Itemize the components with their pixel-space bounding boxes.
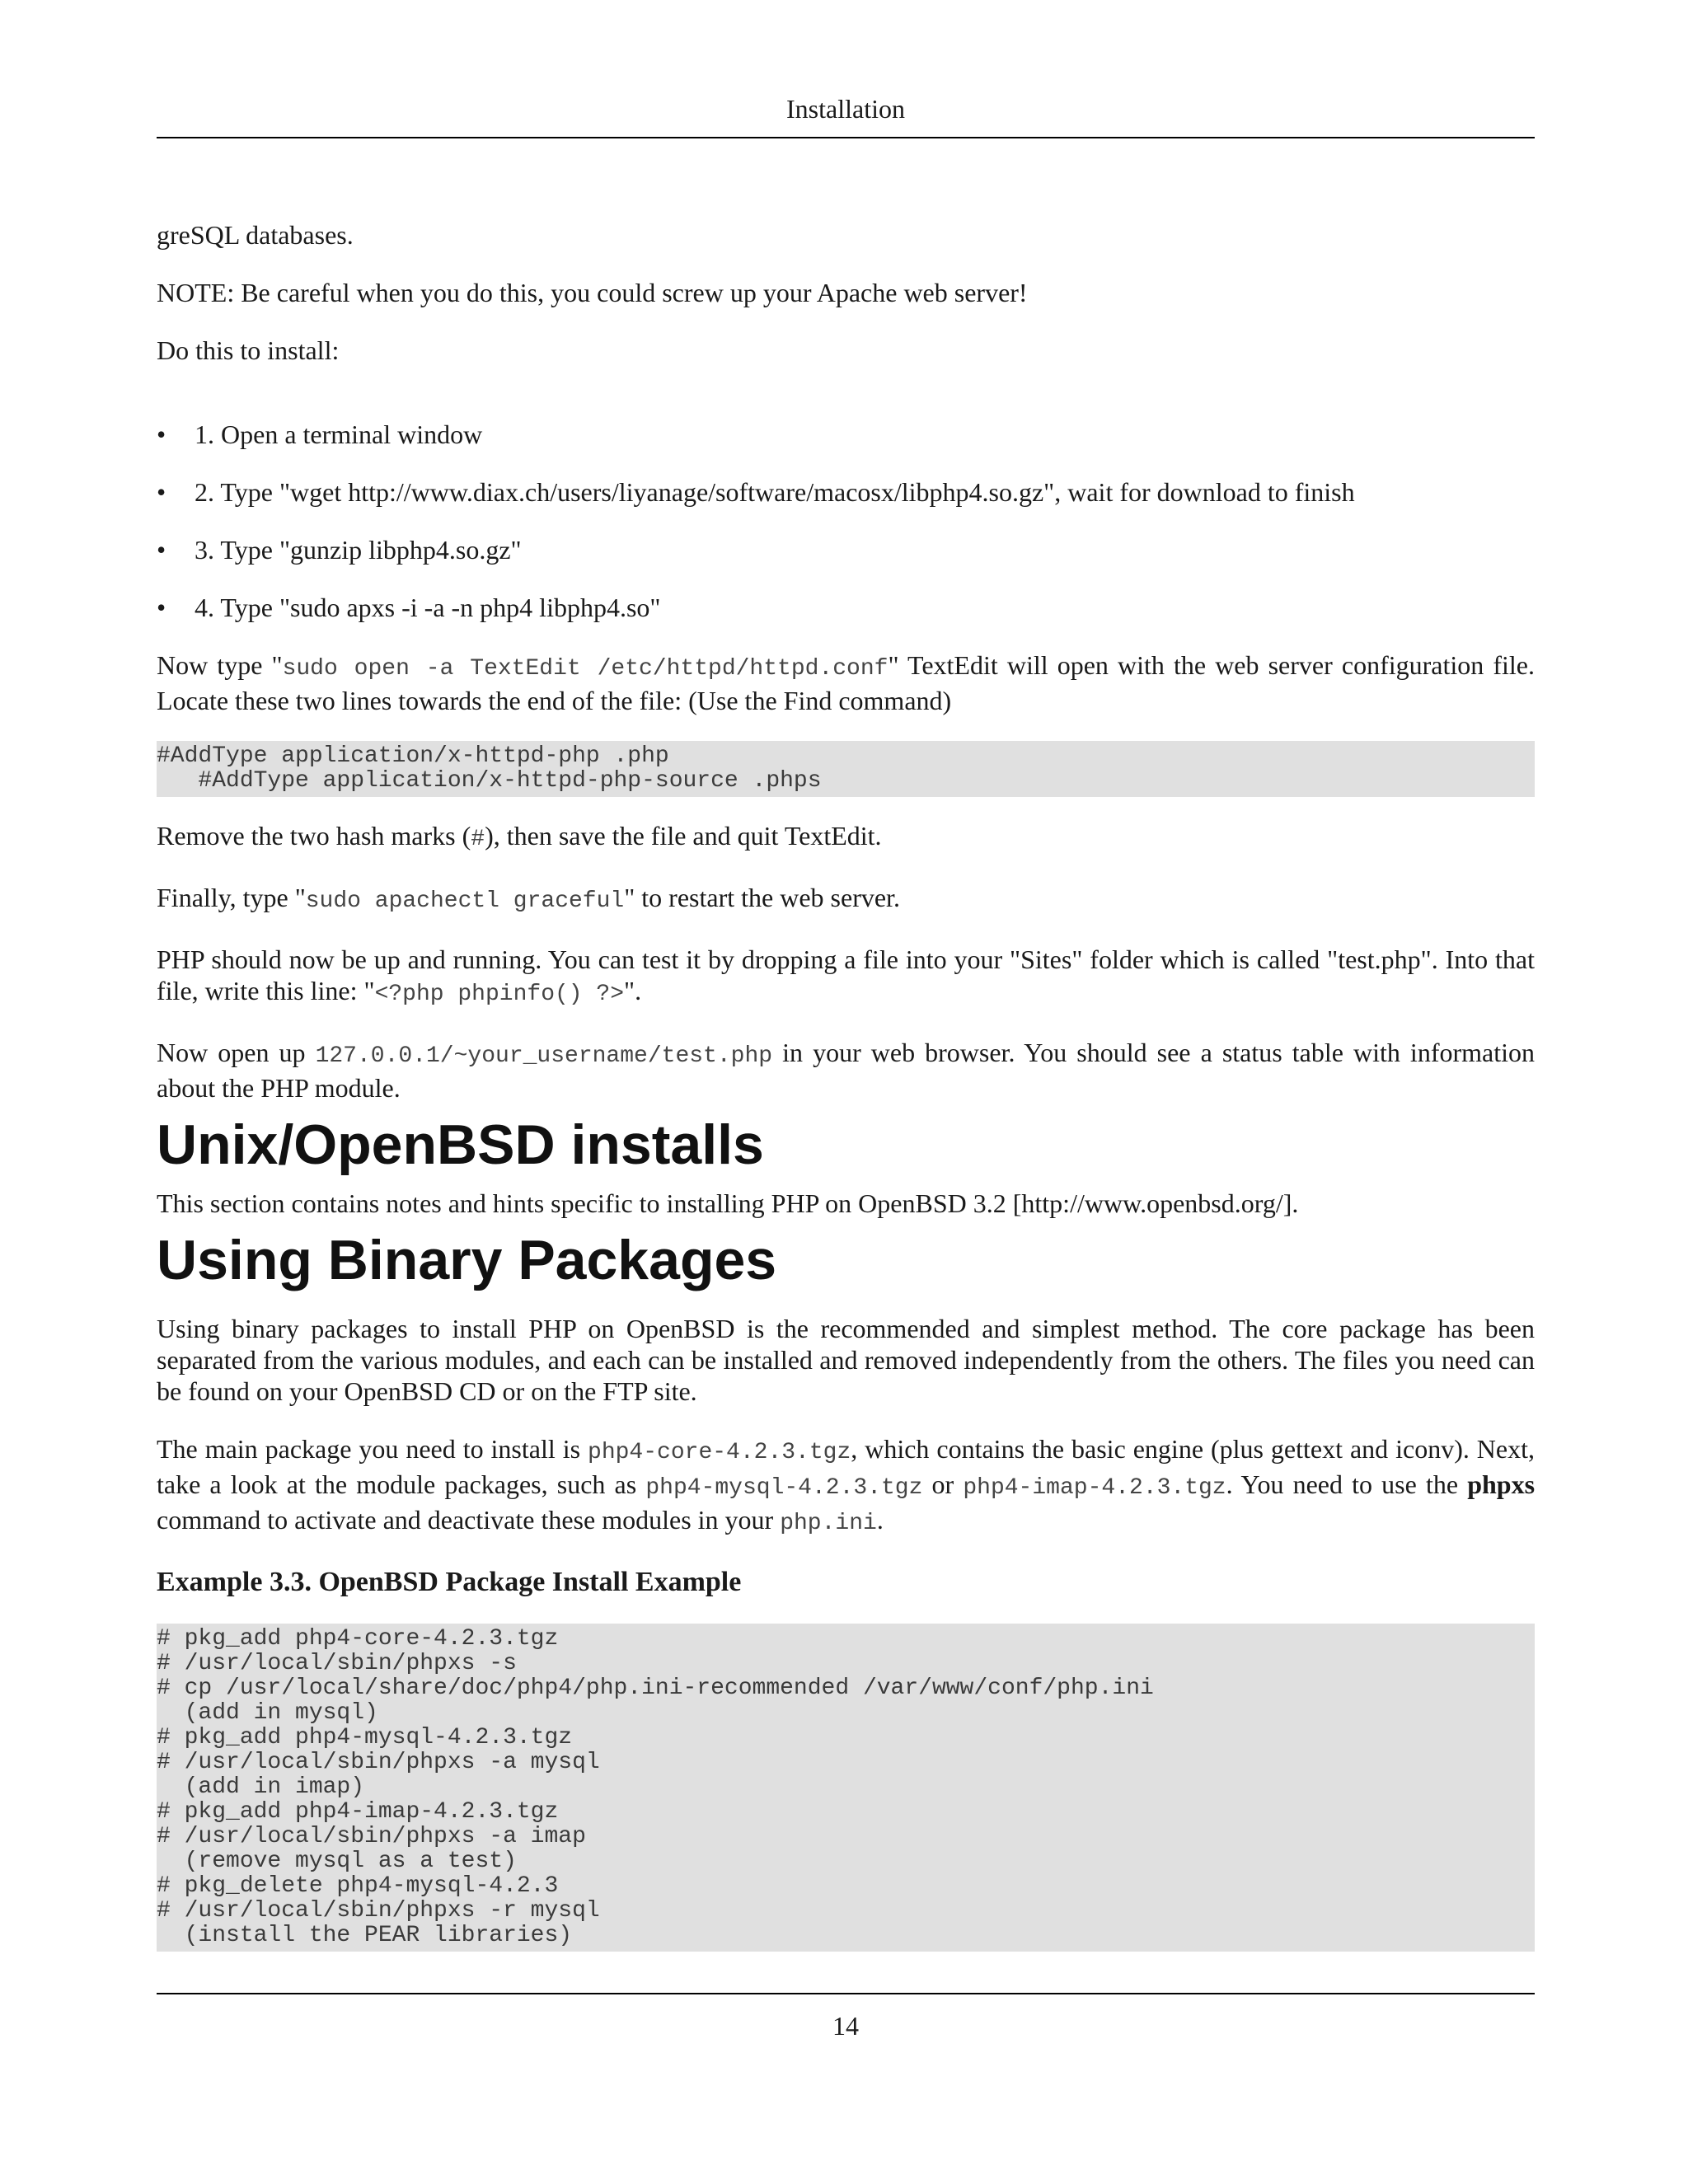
code-block-addtype: #AddType application/x-httpd-php .php #AddType application/x-httpd-php-source .phps (157, 741, 1535, 797)
footer-rule (157, 1993, 1535, 1994)
section-intro-paragraph: This section contains notes and hints specific to installing PHP on OpenBSD 3.2 [http://www.openbsd.org/]. (157, 1188, 1299, 1218)
now-type-paragraph: Now type "sudo open -a TextEdit /etc/httpd/httpd.conf" TextEdit will open with the web server configuration file. Locate these two lines towards the end of the file: (Use the Find command) (157, 650, 1535, 715)
note-paragraph: NOTE: Be careful when you do this, you could screw up your Apache web server! (157, 278, 1028, 307)
command-name: phpxs (1467, 1469, 1536, 1499)
list-item: • 3. Type "gunzip libphp4.so.gz" (157, 535, 522, 565)
example-title: Example 3.3. OpenBSD Package Install Example (157, 1567, 742, 1597)
list-item: • 4. Type "sudo apxs -i -a -n php4 libphp4.so" (157, 593, 661, 622)
code-block-example: # pkg_add php4-core-4.2.3.tgz # /usr/local/sbin/phpxs -s # cp /usr/local/share/doc/php4/php.ini-recommended /var/www/conf/php.ini (add in mysql) # pkg_add php4-mysql-4.2.3.tgz # /usr/local/sbin/phpxs -a mysql (add in imap) # pkg_add php4-imap-4.2.3.tgz # /usr/local/sbin/phpxs -a imap (remove mysql as a test) # pkg_delete php4-mysql-4.2.3 # /usr/local/sbin/phpxs -r mysql (install the PEAR libraries) (157, 1624, 1535, 1952)
remove-hash-paragraph: Remove the two hash marks (#), then save the file and quit TextEdit. (157, 821, 882, 852)
php-running-paragraph: PHP should now be up and running. You can test it by dropping a file into your "Sites" folder which is called "test.php". Into that file, write this line: "<?php phpinfo() ?>". (157, 944, 1535, 1007)
inline-code: php4-imap-4.2.3.tgz (963, 1475, 1226, 1501)
continued-paragraph: greSQL databases. (157, 220, 354, 250)
section-heading-unix: Unix/OpenBSD installs (157, 1113, 764, 1176)
bullet-icon: • (157, 477, 166, 507)
inline-code: # (471, 827, 485, 852)
inline-code: php.ini (780, 1511, 877, 1536)
finally-paragraph: Finally, type "sudo apachectl graceful" to restart the web server. (157, 883, 900, 914)
inline-code: 127.0.0.1/~your_username/test.php (315, 1043, 773, 1069)
page-content (157, 219, 1535, 1952)
binary-packages-paragraph: Using binary packages to install PHP on OpenBSD is the recommended and simplest method. The core package has been separated from the various modules, and each can be installed and removed independently from the others. The files you need can be found on your OpenBSD CD or on the FTP site. (157, 1314, 1535, 1406)
inline-code: sudo open -a TextEdit /etc/httpd/httpd.conf (282, 656, 889, 682)
bullet-icon: • (157, 419, 166, 449)
install-steps-list (157, 419, 1535, 623)
open-up-paragraph: Now open up 127.0.0.1/~your_username/test.php in your web browser. You should see a status table with information about the PHP module. (157, 1038, 1536, 1103)
running-header: Installation (786, 94, 905, 124)
list-item: • 1. Open a terminal window (157, 419, 483, 449)
inline-code: <?php phpinfo() ?> (374, 982, 625, 1007)
header-rule (157, 137, 1535, 138)
bullet-icon: • (157, 535, 166, 565)
page-number: 14 (832, 2011, 859, 2041)
bullet-icon: • (157, 593, 166, 622)
inline-code: sudo apachectl graceful (305, 888, 625, 914)
list-item: • 2. Type "wget http://www.diax.ch/users/liyanage/software/macosx/libphp4.so.gz", wait for download to finish (157, 477, 1355, 507)
section-heading-binary: Using Binary Packages (157, 1229, 777, 1291)
inline-code: php4-core-4.2.3.tgz (588, 1440, 851, 1465)
document-page (157, 0, 1535, 2184)
main-package-paragraph: The main package you need to install is php4-core-4.2.3.tgz, which contains the basic engine (plus gettext and iconv). Next, take a look at the module packages, such as php4-mysql-4.2.3.tgz or php4-imap-4.2.3.tgz. You need to use the phpxs command to activate and deactivate these modules in your php.ini. (157, 1434, 1536, 1536)
inline-code: php4-mysql-4.2.3.tgz (645, 1475, 923, 1501)
do-this-paragraph: Do this to install: (157, 335, 340, 365)
